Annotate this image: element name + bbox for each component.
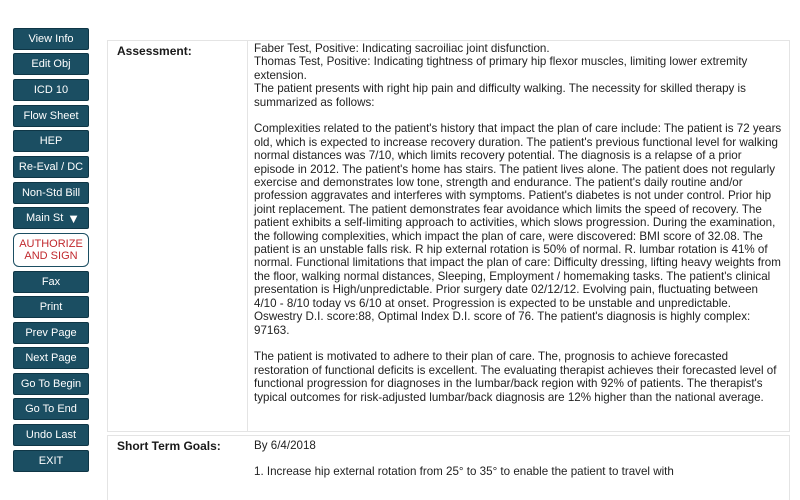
prev-page-button[interactable]: Prev Page <box>13 322 89 344</box>
authorize-label-line1: AUTHORIZE <box>19 238 83 250</box>
thomas-test-line: Thomas Test, Positive: Indicating tightness of primary hip flexor muscles, limiting lower extremity extension. <box>254 55 748 82</box>
main-st-label: Main St <box>26 212 64 224</box>
goals-list <box>254 465 782 478</box>
sidebar-nav <box>0 0 100 500</box>
go-to-begin-button[interactable]: Go To Begin <box>13 373 89 395</box>
assessment-paragraph-presentation: The patient presents with right hip pain and difficulty walking. The necessity for skilled therapy is summarized as follows: <box>254 82 746 109</box>
assessment-paragraph-complexities: Complexities related to the patient's history that impact the plan of care include: The patient is 72 years old, which is expected to increase recovery duration. The patient's previous functional level for walking normal distances was 7/10, which limits recovery potential. The diagnosis is a relapse of a prior episode in 2012. The patient's home has stairs. The patient lives alone. The patient does not regularly exercise and demonstrates low tone, strength and endurance. The patient's daily routine and/or profession aggravates and interferes with symptoms. Patient's diabetes is not under control. Prior hip joint replacement. The patient demonstrates fear avoidance which limits the speed of recovery. The patient exhibits a self-limiting approach to activities, which slows progression. During the examination, the following complexities, which impact the plan of care, were discovered: BMI score of 32.08. The patient is an unstable falls risk. R hip external rotation is 50% of normal. R. lumbar rotation is 41% of normal. Functional limitations that impact the plan of care: Difficulty dressing, lifting heavy weights from the floor, walking normal distances, Sleeping, Employment / homemaking tasks. The patient's clinical presentation is High/unpredictable. Prior surgery date 02/12/12. Evolving pain, fluctuating between 4/10 - 8/10 today vs 6/10 at onset. Progression is expected to be unstable and unpredictable. Oswestry D.I. score:88, Optimal Index D.I. score of 76. The patient's diagnosis is highly complex: 97163. <box>254 122 782 337</box>
hep-button[interactable]: HEP <box>13 130 89 152</box>
non-std-bill-button[interactable]: Non-Std Bill <box>13 182 89 204</box>
goal-item: 1. Increase hip external rotation from 25° to 35° to enable the patient to travel with <box>254 465 674 479</box>
faber-test-line: Faber Test, Positive: Indicating sacroiliac joint disfunction. <box>254 42 550 55</box>
next-page-button[interactable]: Next Page <box>13 347 89 369</box>
go-to-end-button[interactable]: Go To End <box>13 398 89 420</box>
fax-button[interactable]: Fax <box>13 271 89 293</box>
section-divider <box>247 41 248 431</box>
re-eval-dc-button[interactable]: Re-Eval / DC <box>13 156 89 178</box>
short-term-goals-text[interactable] <box>254 439 782 479</box>
assessment-section <box>107 40 790 432</box>
document-content <box>107 37 790 500</box>
edit-obj-button[interactable]: Edit Obj <box>13 53 89 75</box>
main-st-dropdown[interactable] <box>13 207 89 229</box>
assessment-text[interactable] <box>254 42 782 404</box>
print-button[interactable]: Print <box>13 296 89 318</box>
icd10-button[interactable]: ICD 10 <box>13 79 89 101</box>
assessment-paragraph-prognosis: The patient is motivated to adhere to their plan of care. The, prognosis to achieve forecasted restoration of functional deficits is excellent. The evaluating therapist achieves their forecasted level of functional progression for diagnoses in the lumbar/back region with 92% of patients. The therapist's typical outcomes for risk-adjusted lumbar/back diagnosis are 12% higher than the national average. <box>254 350 777 404</box>
flow-sheet-button[interactable]: Flow Sheet <box>13 105 89 127</box>
view-info-button[interactable]: View Info <box>13 28 89 50</box>
undo-last-button[interactable]: Undo Last <box>13 424 89 446</box>
assessment-label: Assessment: <box>117 44 192 58</box>
short-term-goals-label: Short Term Goals: <box>117 439 221 453</box>
exit-button[interactable]: EXIT <box>13 450 89 472</box>
authorize-and-sign-button[interactable] <box>13 233 89 267</box>
short-term-goals-section <box>107 435 790 500</box>
authorize-label-line2: AND SIGN <box>24 250 78 262</box>
goals-date: By 6/4/2018 <box>254 439 316 452</box>
triangle-down-icon: ▼ <box>67 210 80 226</box>
